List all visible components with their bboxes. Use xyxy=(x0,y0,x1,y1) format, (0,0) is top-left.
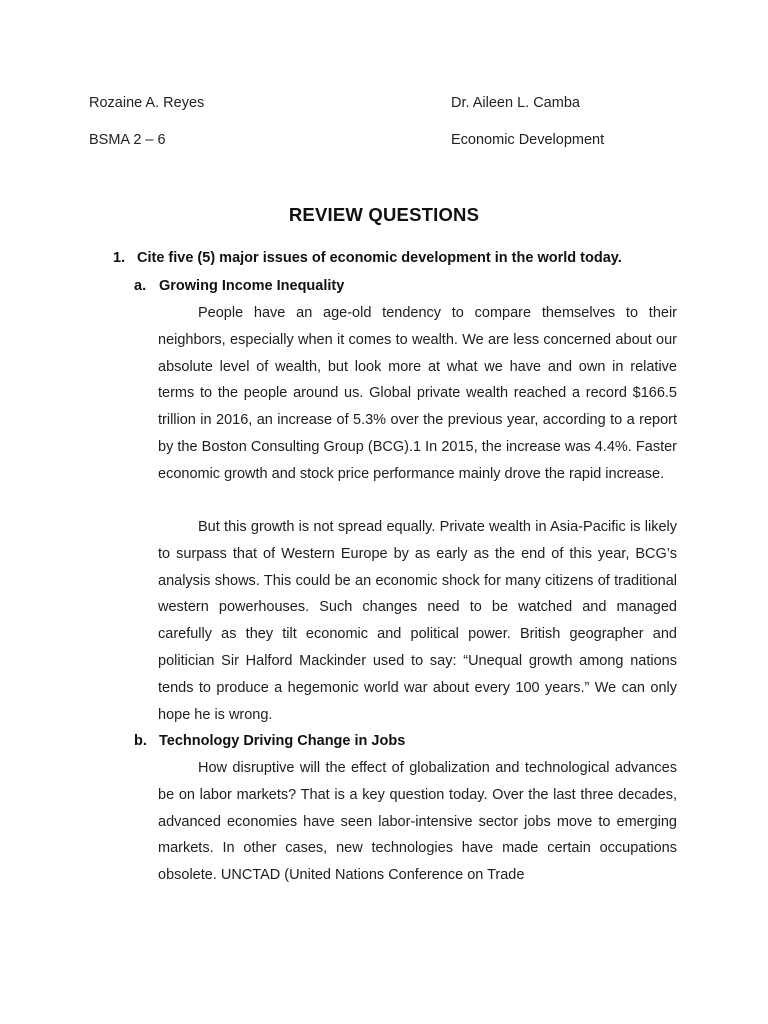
item-b-letter: b. xyxy=(134,733,147,749)
question-text: Cite five (5) major issues of economic development in the world today. xyxy=(137,250,622,266)
item-a-paragraph-1: People have an age-old tendency to compare themselves to their neighbors, especially when it comes to wealth. We are less concerned about our absolute level of wealth, but look more at what we have and own in relative terms to the people around us. Global private wealth reached a record $166.5 trillion in 2016, an increase of 5.3% over the previous year, according to a report by the Boston Consulting Group (BCG).1 In 2015, the increase was 4.4%. Faster economic growth and stock price performance mainly drove the rapid increase. xyxy=(158,305,677,482)
item-b-heading xyxy=(134,733,405,749)
course-title: Economic Development xyxy=(451,132,605,148)
item-a-letter: a. xyxy=(134,278,147,294)
student-name: Rozaine A. Reyes xyxy=(89,95,205,111)
question-number: 1. xyxy=(113,250,126,266)
item-b-paragraph-1: How disruptive will the effect of globalization and technological advances be on labor markets? That is a key question today. Over the last three decades, advanced economies have seen labor-intensive sector jobs move to emerging markets. In other cases, new technologies have made certain occupations obsolete. UNCTAD (United Nations Conference on Trade xyxy=(158,760,677,884)
document-title: REVIEW QUESTIONS xyxy=(288,204,480,225)
item-a-title: Growing Income Inequality xyxy=(159,278,345,294)
course-section: BSMA 2 – 6 xyxy=(89,132,166,148)
item-a-paragraph-2: But this growth is not spread equally. Private wealth in Asia-Pacific is likely to surpass that of Western Europe by as early as the end of this year, BCG’s analysis shows. This could be an economic shock for many citizens of traditional western powerhouses. Such changes need to be watched and managed carefully as they tilt economic and political power. British geographer and politician Sir Halford Mackinder used to say: “Unequal growth among nations tends to produce a hegemonic world war about every 100 years.” We can only hope he is wrong. xyxy=(158,519,677,723)
item-b-title: Technology Driving Change in Jobs xyxy=(159,733,406,749)
item-a-heading xyxy=(134,278,344,294)
instructor-name: Dr. Aileen L. Camba xyxy=(451,95,580,111)
question-1 xyxy=(113,250,622,266)
